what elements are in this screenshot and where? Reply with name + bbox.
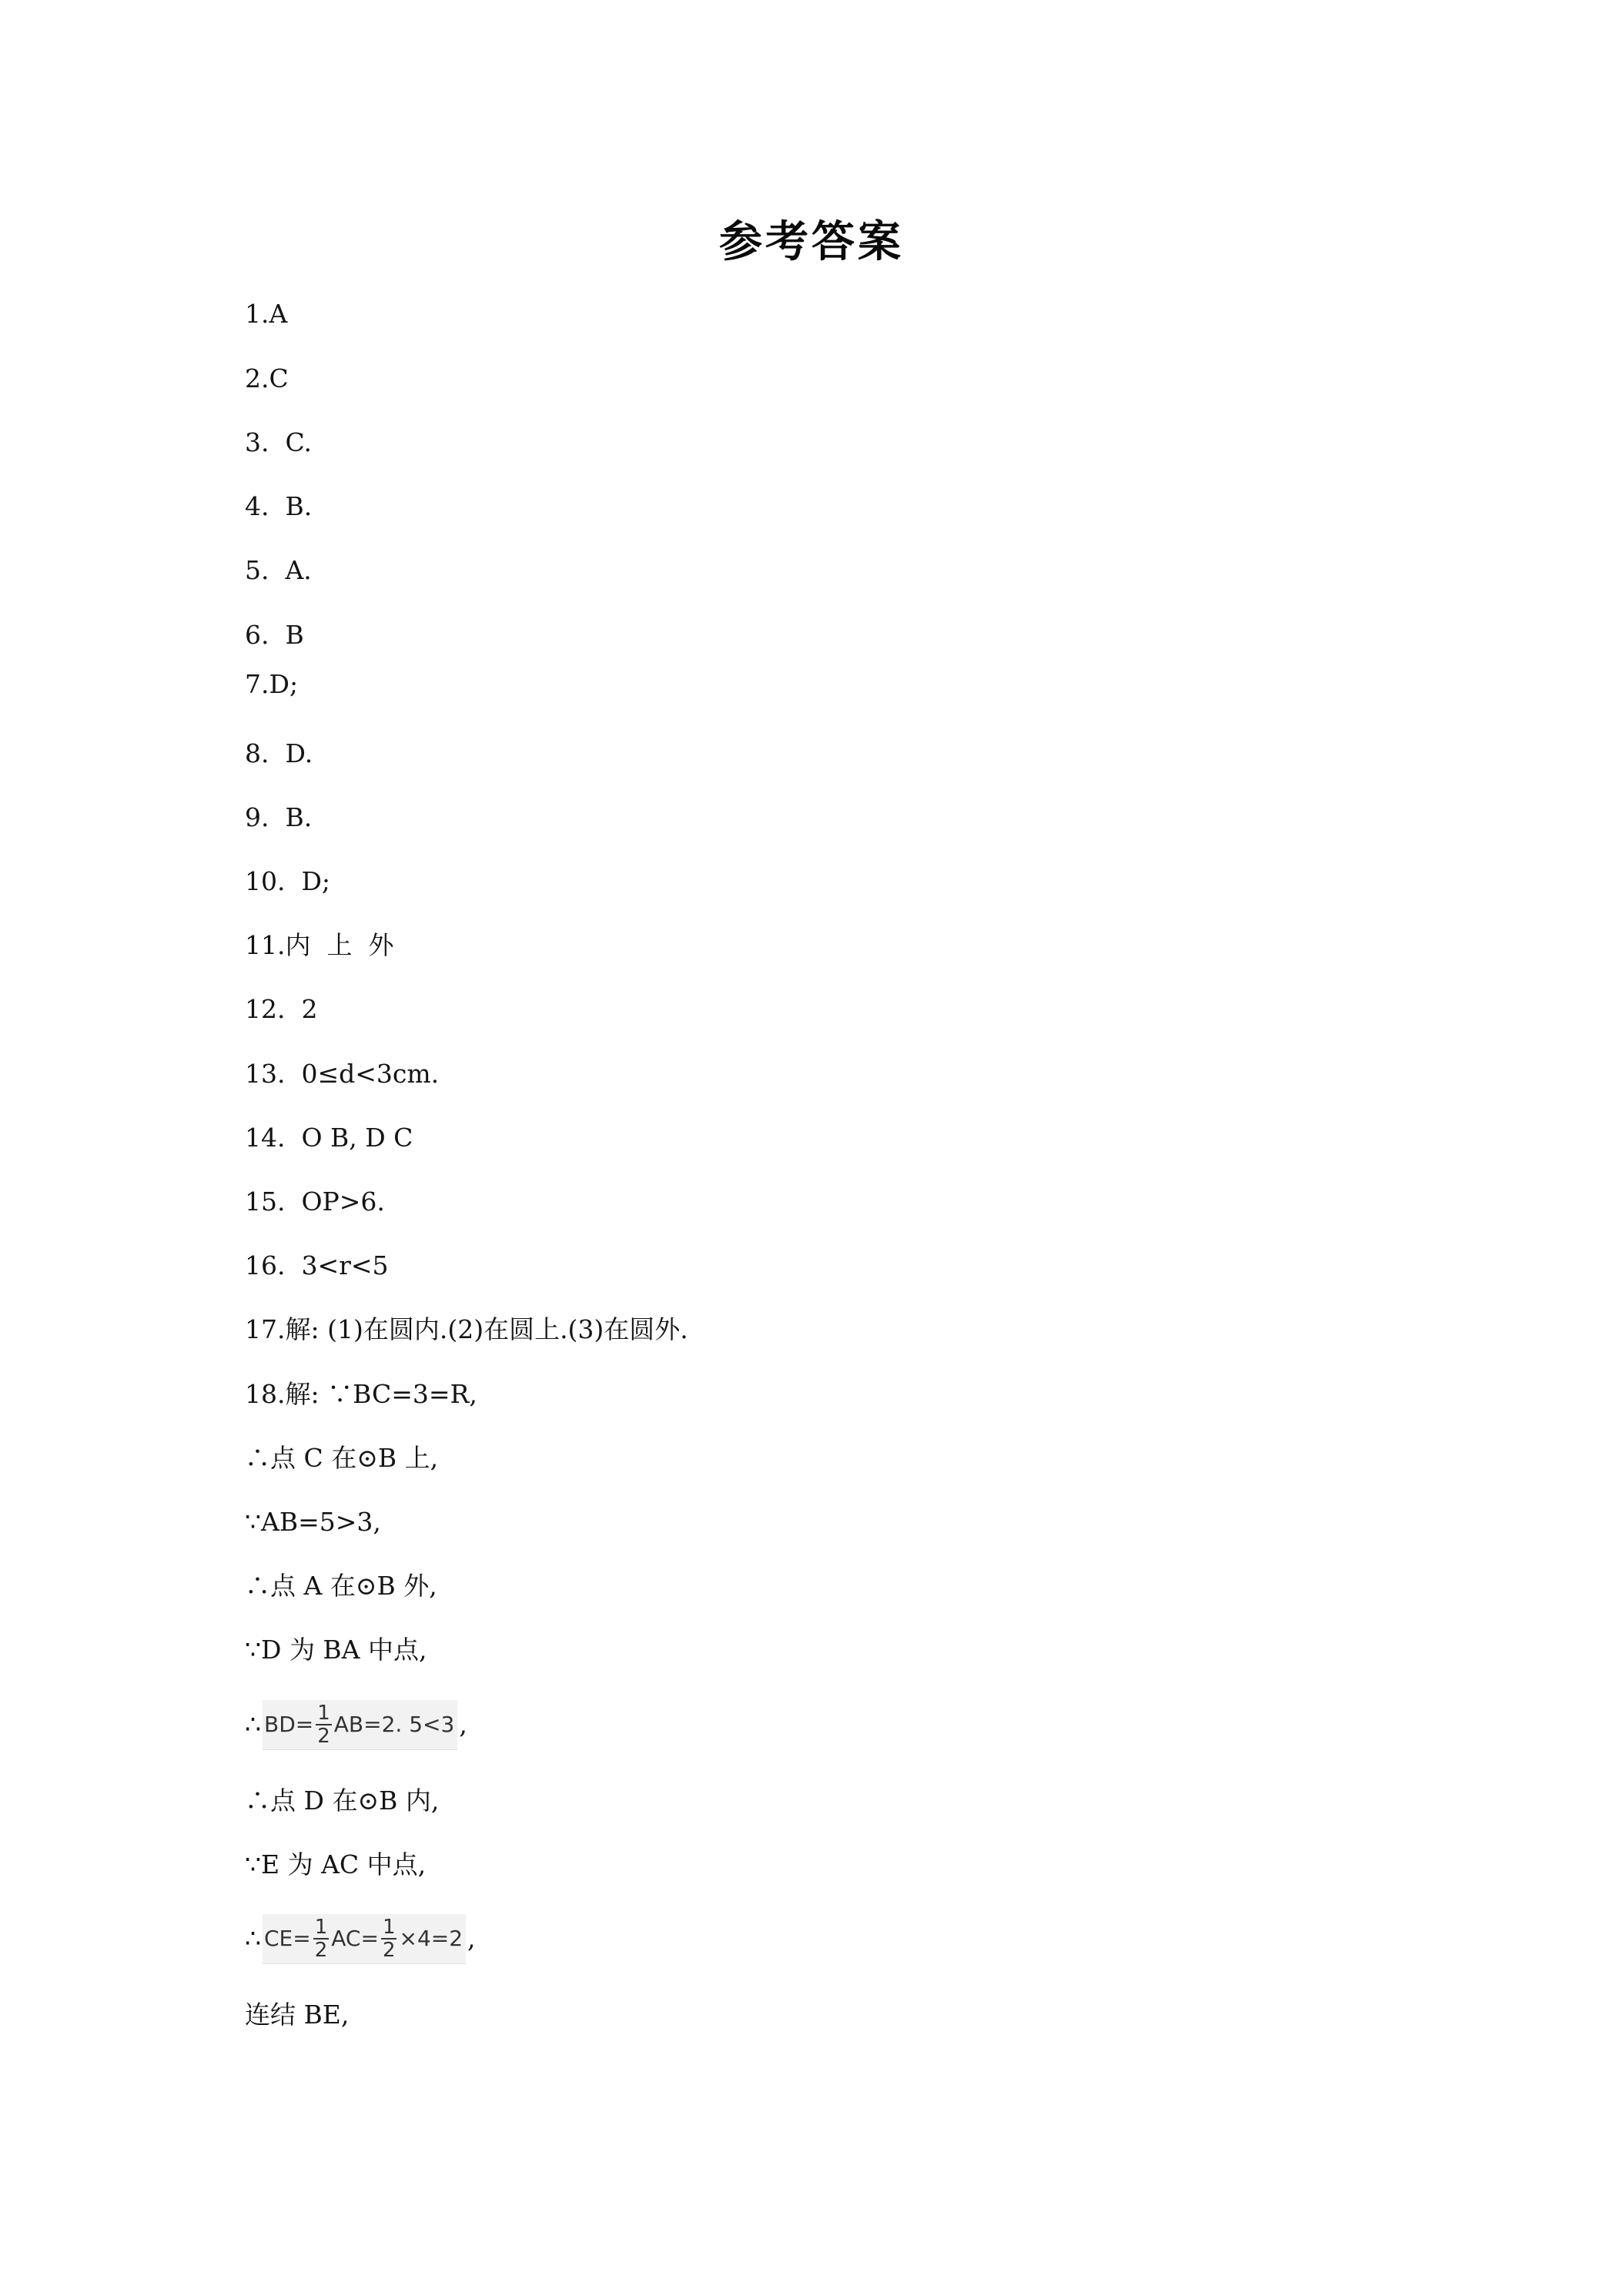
answer-line-17: 17.解: (1)在圆内.(2)在圆上.(3)在圆外.	[245, 1314, 688, 1344]
fraction-one-half	[381, 1916, 397, 1961]
formula-line-ce	[245, 1912, 476, 1966]
answer-line-18: 18.解: ∵BC=3=R,	[245, 1379, 477, 1409]
therefore-symbol: ∴	[245, 1709, 261, 1739]
answer-line-15: 15. OP>6.	[245, 1186, 385, 1217]
therefore-symbol: ∴	[245, 1923, 261, 1953]
answer-line-1: 1.A	[245, 299, 288, 329]
answer-line-19: ∴点 C 在⊙B 上,	[245, 1443, 439, 1473]
fraction-numerator: 1	[317, 1701, 330, 1725]
answer-line-9: 9. B.	[245, 802, 313, 832]
answer-line-24: ∵E 为 AC 中点,	[245, 1849, 427, 1879]
formula-bd-suffix: ,	[459, 1709, 467, 1739]
answer-line-10: 10. D;	[245, 866, 331, 896]
formula-ce-mid: AC=	[331, 1925, 379, 1951]
formula-image-ce	[263, 1914, 466, 1964]
fraction-numerator: 1	[382, 1915, 396, 1939]
answer-line-5: 5. A.	[245, 555, 312, 585]
fraction-denominator: 2	[317, 1724, 330, 1748]
answer-line-16: 16. 3<r<5	[245, 1250, 389, 1280]
answer-line-7: 7.D;	[245, 669, 299, 699]
answer-line-21: ∴点 A 在⊙B 外,	[245, 1571, 437, 1601]
formula-bd-rhs: AB=2. 5<3	[333, 1711, 455, 1737]
answer-line-11: 11.内 上 外	[245, 930, 394, 960]
formula-bd-lhs: BD=	[264, 1711, 314, 1737]
fraction-denominator: 2	[382, 1938, 396, 1962]
answer-line-23: ∴点 D 在⊙B 内,	[245, 1786, 440, 1816]
answer-line-3: 3. C.	[245, 427, 313, 457]
formula-ce-lhs: CE=	[264, 1925, 311, 1951]
answer-line-6: 6. B	[245, 620, 304, 650]
answer-line-8: 8. D.	[245, 738, 313, 768]
formula-ce-suffix: ,	[467, 1923, 476, 1953]
fraction-one-half	[316, 1702, 332, 1747]
answer-line-20: ∵AB=5>3,	[245, 1507, 381, 1537]
formula-ce-rhs: ×4=2	[399, 1925, 463, 1951]
formula-line-bd	[245, 1698, 467, 1752]
answer-line-22: ∵D 为 BA 中点,	[245, 1635, 427, 1665]
fraction-numerator: 1	[314, 1915, 328, 1939]
answer-line-25: 连结 BE,	[245, 2000, 350, 2030]
answer-line-13: 13. 0≤d<3cm.	[245, 1059, 440, 1089]
answer-line-2: 2.C	[245, 363, 289, 393]
page-title: 参考答案	[719, 217, 904, 267]
answer-line-12: 12. 2	[245, 994, 318, 1024]
formula-image-bd	[263, 1700, 457, 1750]
fraction-one-half	[313, 1916, 330, 1961]
fraction-denominator: 2	[314, 1938, 328, 1962]
answer-line-4: 4. B.	[245, 491, 313, 521]
answer-line-14: 14. O B, D C	[245, 1123, 413, 1153]
